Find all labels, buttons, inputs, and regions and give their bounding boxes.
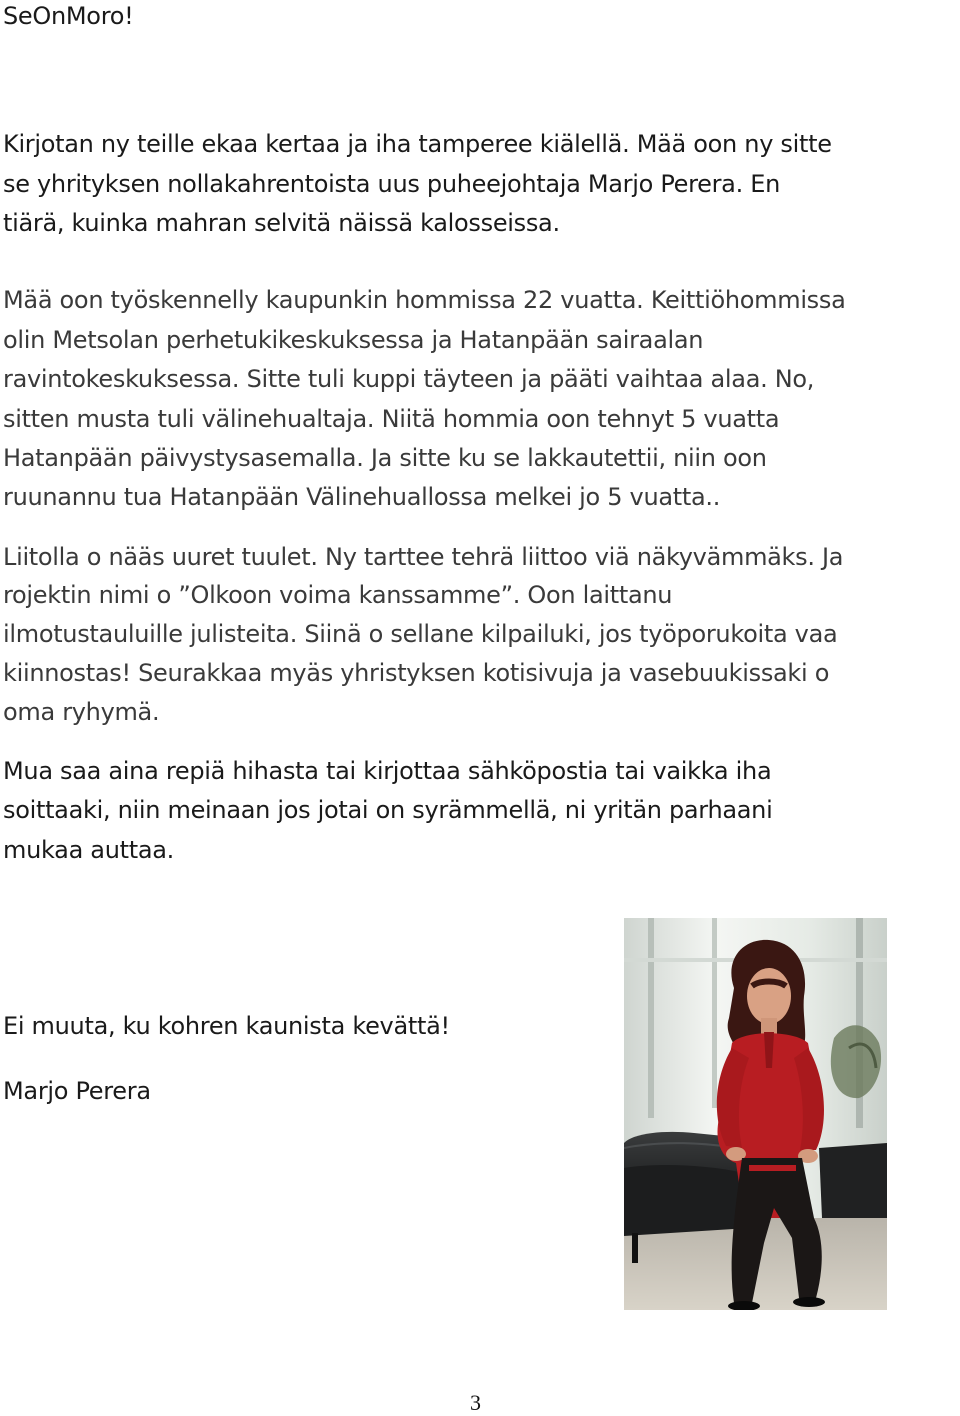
paragraph-4-line-2: soittaaki, niin meinaan jos jotai on syrämmellä, ni yritän parhaani	[3, 796, 773, 824]
paragraph-1-line-1: Kirjotan ny teille ekaa kertaa ja iha tamperee kiälellä. Mää oon ny sitte	[3, 130, 832, 158]
portrait-photo	[624, 918, 887, 1310]
signature: Marjo Perera	[3, 1077, 151, 1105]
paragraph-1-line-3: tiärä, kuinka mahran selvitä näissä kalosseissa.	[3, 209, 560, 237]
greeting: SeOnMoro!	[3, 2, 134, 30]
paragraph-3-line-4: kiinnostas! Seurakkaa myäs yhristyksen kotisivuja ja vasebuukissaki o	[3, 659, 830, 687]
paragraph-1-line-2: se yhrityksen nollakahrentoista uus puheejohtaja Marjo Perera. En	[3, 170, 781, 198]
paragraph-4-line-3: mukaa auttaa.	[3, 836, 174, 864]
paragraph-2-line-5: Hatanpään päivystysasemalla. Ja sitte ku se lakkautettii, niin oon	[3, 444, 767, 472]
paragraph-2-line-2: olin Metsolan perhetukikeskuksessa ja Hatanpään sairaalan	[3, 326, 704, 354]
paragraph-3-line-5: oma ryhymä.	[3, 698, 160, 726]
paragraph-3-line-1: Liitolla o nääs uuret tuulet. Ny tarttee tehrä liittoo viä näkyvämmäks. Ja	[3, 543, 844, 571]
paragraph-3-line-2: rojektin nimi o ”Olkoon voima kanssamme”. Oon laittanu	[3, 581, 673, 609]
paragraph-2-line-3: ravintokeskuksessa. Sitte tuli kuppi täyteen ja pääti vaihtaa alaa. No,	[3, 365, 815, 393]
paragraph-2-line-6: ruunannu tua Hatanpään Välinehuallossa melkei jo 5 vuatta..	[3, 483, 721, 511]
paragraph-4-line-1: Mua saa aina repiä hihasta tai kirjottaa sähköpostia tai vaikka iha	[3, 757, 772, 785]
paragraph-2-line-4: sitten musta tuli välinehualtaja. Niitä hommia oon tehnyt 5 vuatta	[3, 405, 780, 433]
paragraph-2-line-1: Mää oon työskennelly kaupunkin hommissa 22 vuatta. Keittiöhommissa	[3, 286, 846, 314]
page-number: 3	[470, 1390, 481, 1415]
paragraph-3-line-3: ilmotustauluille julisteita. Siinä o sellane kilpailuki, jos työporukoita vaa	[3, 620, 838, 648]
closing-line: Ei muuta, ku kohren kaunista kevättä!	[3, 1012, 450, 1040]
